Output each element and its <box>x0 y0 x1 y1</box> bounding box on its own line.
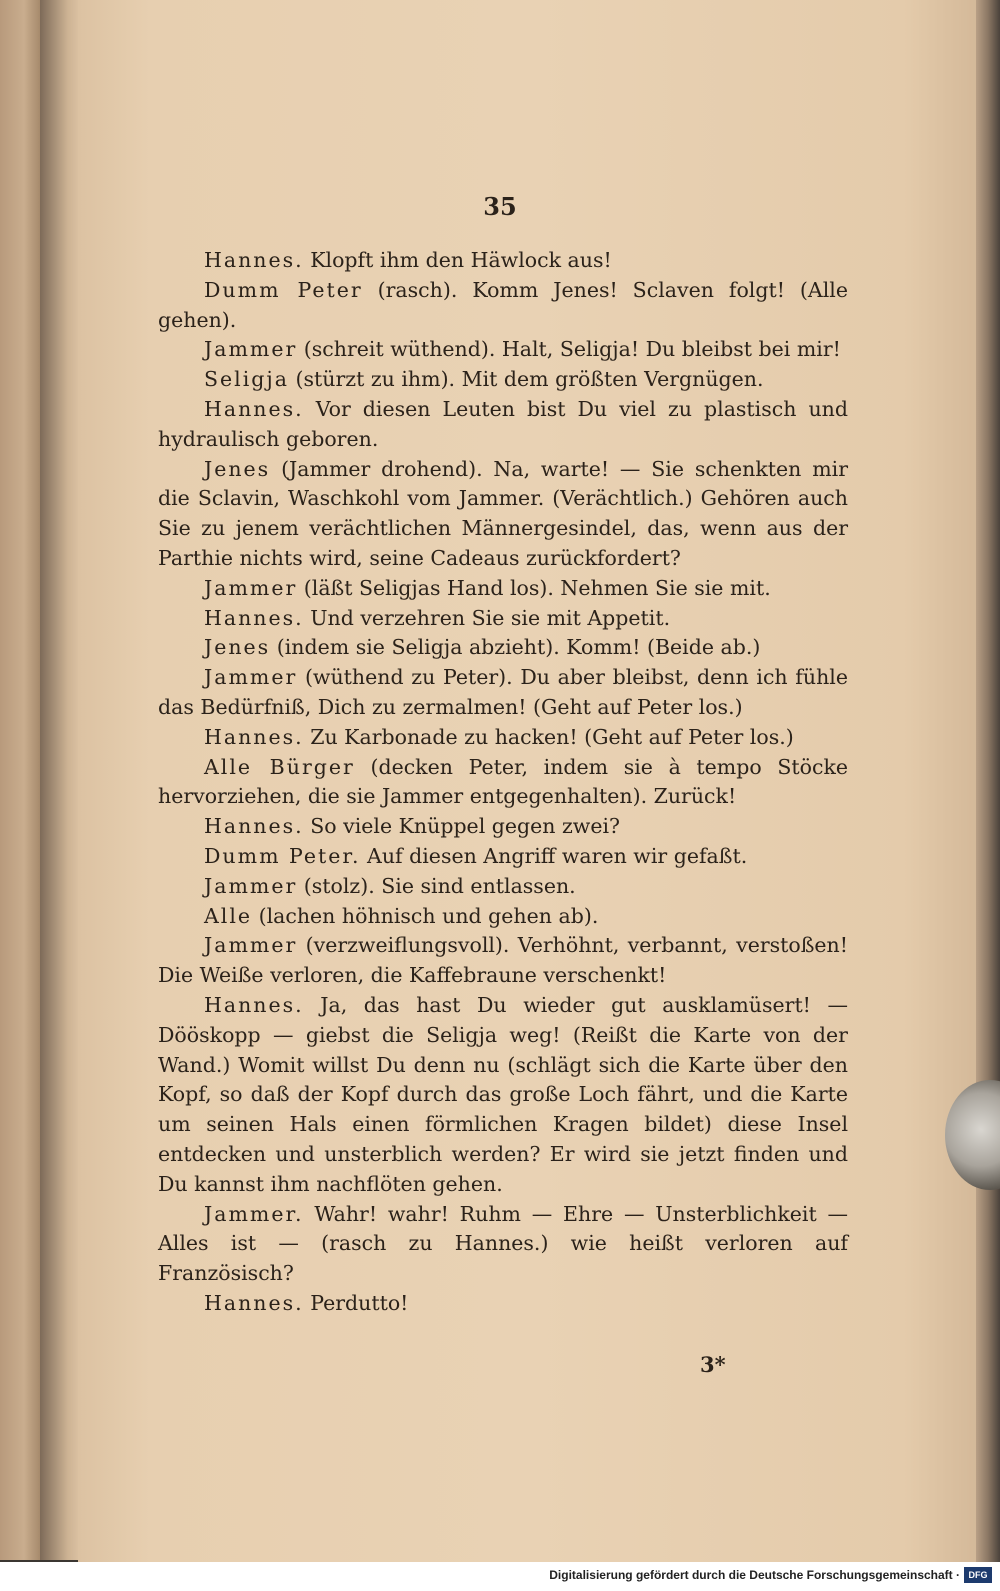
speaker-name: Hannes. <box>204 814 304 839</box>
speaker-name: Alle <box>204 903 253 928</box>
book-gutter <box>40 0 80 1560</box>
speaker-name: Jammer <box>204 575 298 600</box>
speaker-name: Jammer. <box>204 1201 304 1226</box>
dialogue-line: Perdutto! <box>310 1290 409 1315</box>
dialogue-paragraph <box>158 335 848 365</box>
speaker-name: Hannes. <box>204 605 304 630</box>
dialogue-line: (lachen höhnisch und gehen ab). <box>258 903 599 928</box>
dialogue-paragraph <box>158 812 848 842</box>
dialogue-line: Vor diesen Leuten bist Du viel zu plastisch und hydraulisch geboren. <box>158 396 848 451</box>
speaker-name: Alle Bürger <box>204 754 355 779</box>
speaker-name: Hannes. <box>204 396 304 421</box>
speaker-name: Jammer <box>204 337 298 362</box>
dialogue-line: Wahr! wahr! Ruhm — Ehre — Unsterblichkeit — Alles ist — (rasch zu Hannes.) wie heißt verloren auf Französisch? <box>158 1201 848 1286</box>
dialogue-paragraph <box>158 1289 848 1319</box>
dialogue-paragraph <box>158 633 848 663</box>
dialogue-line: (läßt Seligjas Hand los). Nehmen Sie sie mit. <box>303 575 771 600</box>
dialogue-paragraph <box>158 991 848 1200</box>
speaker-name: Hannes. <box>204 724 304 749</box>
dialogue-paragraph <box>158 1200 848 1289</box>
dialogue-line: Ja, das hast Du wieder gut ausklamüsert! — Dööskopp — giebst die Seligja weg! (Reißt die Karte von der Wand.) Womit willst Du denn nu (schlägt sich die Karte über den Kopf, so daß der Kopf durch das große Loch fährt, und die Karte um seinen Hals einen förmlichen Kragen bildet) diese Insel entdecken und unsterblich werden? Er wird sie jetzt finden und Du kannst ihm nachflöten gehen. <box>158 992 848 1196</box>
speaker-name: Hannes. <box>204 248 304 272</box>
dialogue-paragraph <box>158 902 848 932</box>
signature-mark: 3* <box>700 1352 726 1377</box>
dialogue-line: Zu Karbonade zu hacken! (Geht auf Peter los.) <box>310 724 794 749</box>
dialogue-paragraph <box>158 395 848 455</box>
speaker-name: Jammer <box>204 933 298 958</box>
dialogue-line: (rasch). Komm Jenes! Sclaven folgt! (Alle gehen). <box>158 277 848 332</box>
dialogue-line: Klopft ihm den Häwlock aus! <box>310 248 612 272</box>
speaker-name: Jenes <box>204 635 271 660</box>
dialogue-line: Auf diesen Angriff waren wir gefaßt. <box>367 843 748 868</box>
dialogue-line: Und verzehren Sie sie mit Appetit. <box>310 605 671 630</box>
dialogue-line: (schreit wüthend). Halt, Seligja! Du bleibst bei mir! <box>303 337 841 362</box>
page-number: 35 <box>483 192 517 221</box>
speaker-name: Dumm Peter. <box>204 843 361 868</box>
dialogue-paragraph <box>158 365 848 395</box>
dfg-logo: DFG <box>964 1567 992 1583</box>
dialogue-paragraph <box>158 931 848 991</box>
dialogue-paragraph <box>158 604 848 634</box>
speaker-name: Jammer <box>204 665 298 690</box>
dialogue-line: (stürzt zu ihm). Mit dem größten Vergnügen. <box>295 367 764 392</box>
dialogue-line: (stolz). Sie sind entlassen. <box>303 873 576 898</box>
speaker-name: Seligja <box>204 367 289 392</box>
dialogue-line: (Jammer drohend). Na, warte! — Sie schenkten mir die Sclavin, Waschkohl vom Jammer. (Verächtlich.) Gehören auch Sie zu jenem verächtlichen Männergesindel, das, wenn aus der Parthie nichts wird, seine Cadeaus zurückfordert? <box>158 456 848 570</box>
dialogue-paragraph <box>158 753 848 813</box>
speaker-name: Hannes. <box>204 1290 304 1315</box>
speaker-name: Jenes <box>204 456 271 481</box>
speaker-name: Jammer <box>204 873 298 898</box>
dialogue-paragraph <box>158 455 848 574</box>
dialogue-line: So viele Knüppel gegen zwei? <box>310 814 621 839</box>
dialogue-paragraph <box>158 276 848 336</box>
dialogue-paragraph <box>158 872 848 902</box>
dialogue-line: (verzweiflungsvoll). Verhöhnt, verbannt, verstoßen! Die Weiße verloren, die Kaffebraune verschenkt! <box>158 933 848 988</box>
footer-credit: Digitalisierung gefördert durch die Deutsche Forschungsgemeinschaft · <box>549 1568 960 1582</box>
dialogue-text <box>158 246 848 1319</box>
dialogue-paragraph <box>158 574 848 604</box>
digitization-footer <box>0 1562 1000 1591</box>
dialogue-line: (wüthend zu Peter). Du aber bleibst, denn ich fühle das Bedürfniß, Dich zu zermalmen! (Geht auf Peter los.) <box>158 665 848 719</box>
dialogue-paragraph <box>158 842 848 872</box>
dialogue-line: (indem sie Seligja abzieht). Komm! (Beide ab.) <box>276 635 761 660</box>
dialogue-paragraph <box>158 246 848 276</box>
dialogue-paragraph <box>158 663 848 723</box>
dialogue-line: (decken Peter, indem sie à tempo Stöcke hervorziehen, die sie Jammer entgegenhalten). Zurück! <box>158 754 848 809</box>
dialogue-paragraph <box>158 723 848 753</box>
page-right-edge <box>976 0 1000 1562</box>
speaker-name: Hannes. <box>204 992 304 1017</box>
previous-page-edge <box>0 0 40 1560</box>
speaker-name: Dumm Peter <box>204 277 363 302</box>
